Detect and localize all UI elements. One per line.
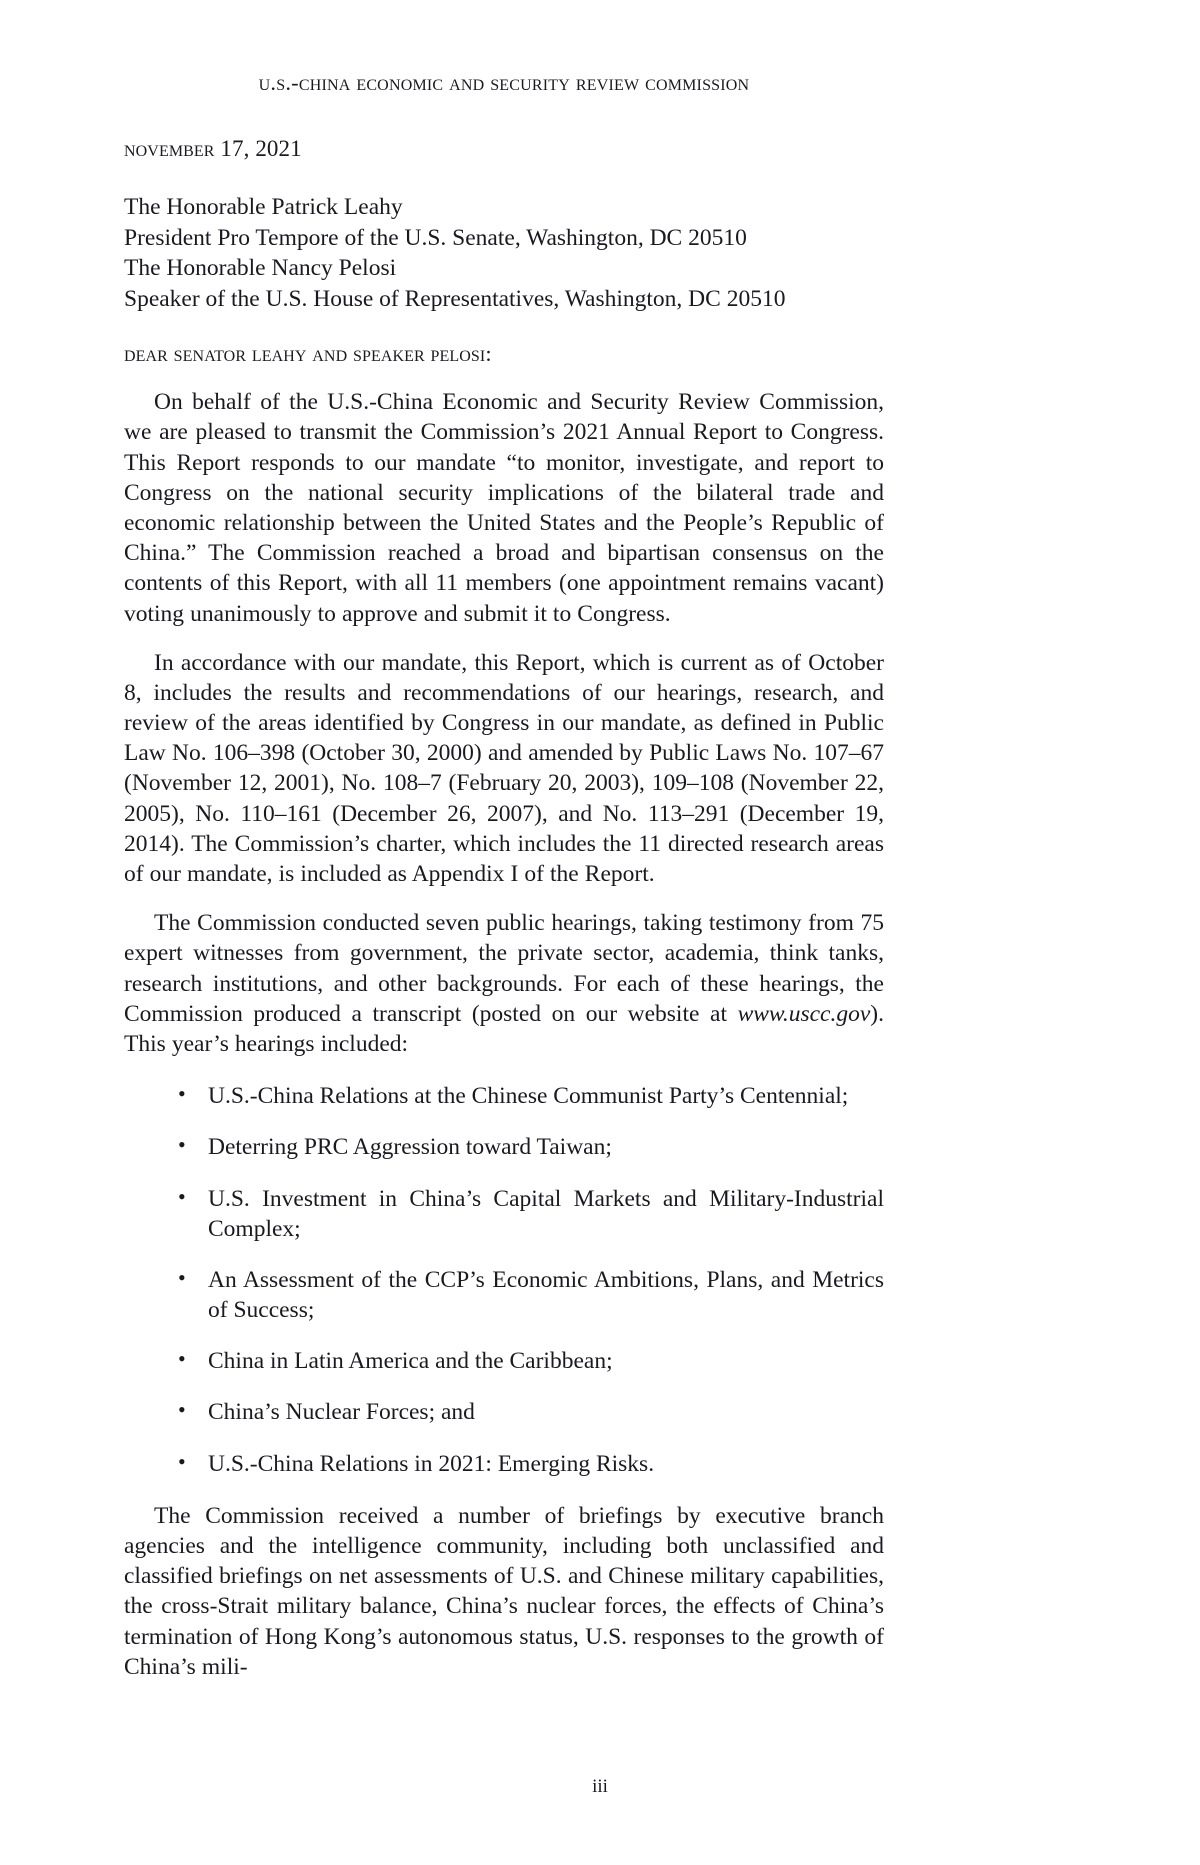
bullet-icon: • (178, 1081, 186, 1107)
bullet-icon: • (178, 1346, 186, 1372)
paragraph-transmittal: On behalf of the U.S.-China Economic and Security Review Commission, we are pleased to transmit the Commission’s 2021 Annual Report to Congress. This Report responds to our mandate “to monitor, investigate, and report to Congress on the national security implications of the bilateral trade and economic relationship between the United States and the People’s Republic of China.” The Commission reached a broad and bipartisan consensus on the contents of this Report, with all 11 members (one appointment remains vacant) voting unanimously to approve and submit it to Congress. (124, 389, 884, 627)
addressee-line: President Pro Tempore of the U.S. Senate, Washington, DC 20510 (124, 224, 747, 251)
paragraph-briefings: The Commission received a number of briefings by executive branch agencies and the intelligence community, including both unclassified and classified briefings on net assessments of U.S. and Chinese military capabilities, the cross-Strait military balance, China’s nuclear forces, the effects of China’s termination of Hong Kong’s autonomous status, U.S. responses to the growth of China’s mili- (124, 1502, 884, 1680)
bullet-icon: • (178, 1448, 186, 1474)
list-item-label: An Assessment of the CCP’s Economic Ambitions, Plans, and Metrics of Success; (208, 1266, 884, 1324)
addressee-line: The Honorable Nancy Pelosi (124, 255, 397, 282)
hearings-list (124, 1081, 884, 1479)
list-item-label: U.S.-China Relations at the Chinese Communist Party’s Centennial; (208, 1083, 849, 1110)
list-item (174, 1449, 884, 1479)
running-head: u.s.-china economic and security review commission (258, 70, 750, 95)
paragraph-hearings-intro (124, 908, 884, 1059)
page-number: iii (592, 1776, 608, 1797)
addressee-line: Speaker of the U.S. House of Representatives, Washington, DC 20510 (124, 285, 786, 312)
list-item-label: Deterring PRC Aggression toward Taiwan; (208, 1134, 612, 1161)
addressee-block (124, 192, 884, 314)
list-item (174, 1081, 884, 1111)
list-item (174, 1132, 884, 1162)
addressee-line: The Honorable Patrick Leahy (124, 194, 403, 220)
bullet-icon: • (178, 1264, 186, 1290)
date-line: november 17, 2021 (124, 136, 302, 161)
list-item-label: U.S.-China Relations in 2021: Emerging Risks. (208, 1450, 655, 1477)
bullet-icon: • (178, 1183, 186, 1209)
bullet-icon: • (178, 1397, 186, 1423)
list-item (174, 1265, 884, 1325)
list-item (174, 1346, 884, 1376)
list-item (174, 1184, 884, 1244)
list-item-label: U.S. Investment in China’s Capital Markets and Military-Industrial Complex; (208, 1185, 884, 1242)
hearings-intro-text-before: The Commission conducted seven public hearings, taking testimony from 75 expert witnesses from government, the private sector, academia, think tanks, research institutions, and other backgrounds. For each of these hearings, the Commission produced a transcript (posted on our website at (124, 910, 884, 1027)
paragraph-mandate: In accordance with our mandate, this Report, which is current as of October 8, includes the results and recommendations of our hearings, research, and review of the areas identified by Congress in our mandate, as defined in Public Law No. 106–398 (October 30, 2000) and amended by Public Laws No. 107–67 (November 12, 2001), No. 108–7 (February 20, 2003), 109–108 (November 22, 2005), No. 110–161 (December 26, 2007), and No. 113–291 (December 19, 2014). The Commission’s charter, which includes the 11 directed research areas of our mandate, is included as Appendix I of the Report. (124, 649, 884, 887)
bullet-icon: • (178, 1132, 186, 1158)
page-content (124, 0, 884, 1682)
list-item (174, 1397, 884, 1427)
list-item-label: China’s Nuclear Forces; and (208, 1399, 475, 1426)
salutation: dear senator leahy and speaker pelosi: (124, 341, 492, 367)
uscc-website-link[interactable]: www.uscc.gov (737, 1000, 871, 1027)
hearings-intro-text-after: ). This year’s hearings included: (124, 1000, 884, 1057)
list-item-label: China in Latin America and the Caribbean; (208, 1348, 613, 1375)
